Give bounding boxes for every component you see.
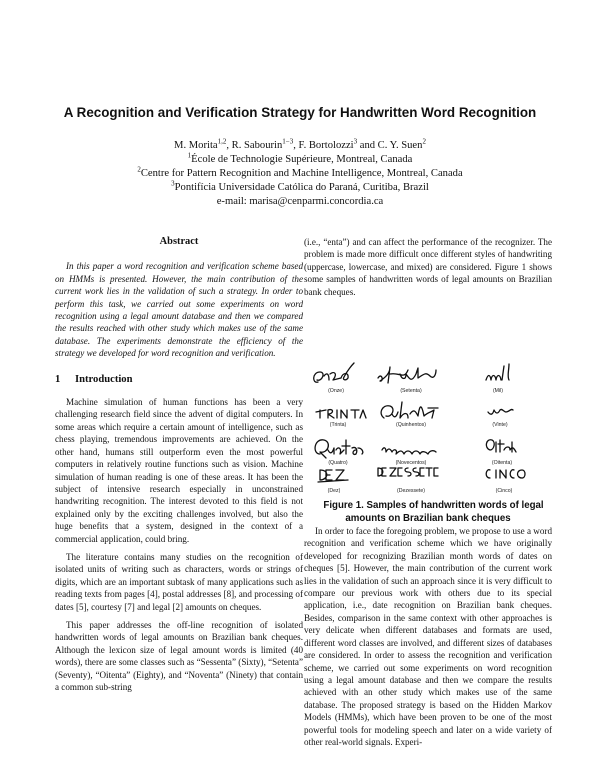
- author-sabourin: , R. Sabourin: [226, 140, 283, 151]
- affiliation-3: $^3$Pontifícia Universidade Católica do Paraná, Curitiba, Brazil: [171, 179, 429, 193]
- affiliation-2: $^2$Centre for Pattern Recognition and Machine Intelligence, Montreal, Canada: [137, 165, 463, 179]
- right-column: [304, 236, 552, 748]
- sample-label: (Quatro): [328, 460, 348, 467]
- author-morita: M. Morita: [174, 140, 218, 151]
- author-email: e-mail: marisa@cenparmi.concordia.ca: [216, 196, 384, 207]
- sample-label: (Oitenta): [491, 460, 513, 467]
- sample-label: (Vinte): [492, 422, 508, 429]
- affiliation-1: $^1$École de Technologie Supérieure, Montreal, Canada: [187, 151, 413, 165]
- affil-mark: 2: [422, 137, 426, 146]
- paragraph: (i.e., “enta”) and can affect the performance of the recognizer. The problem is made more difficult once different styles of handwriting (uppercase, lowercase, and mixed) are considered. Figure 1 shows some samples of handwritten words of legal amounts on Brazilian bank cheques.: [304, 237, 552, 297]
- figure-1: [304, 304, 552, 500]
- sample-onze: [314, 363, 354, 394]
- sample-cinco: [486, 470, 525, 494]
- sample-label: (Trinta): [329, 422, 347, 429]
- sample-oitenta: [486, 440, 516, 466]
- sample-mil: [486, 364, 509, 394]
- sample-label: (Setenta): [400, 388, 422, 395]
- sample-vinte: [488, 409, 513, 428]
- section-heading-introduction: 1 Introduction: [55, 373, 133, 385]
- affil-mark: 1,2: [217, 137, 227, 146]
- paragraph: Machine simulation of human functions has been a very challenging research field since the advent of digital computers. In some areas which require a certain amount of intelligence, such as chess playing, tremendous improvements are achieved. On the other hand, humans still outperform even the most powerful computers in relatively routine functions such as vision. Machine simulation of human reading is one of these areas. It has been the subject of intensive research especially in unconstrained handwriting recognition. The interest devoted to this field is not explained only by the exciting challenges involved, but also the huge benefits that a system, designed in the context of a commercial application, could bring.: [55, 397, 303, 544]
- sample-label: (Dezessete): [397, 488, 425, 495]
- affil-mark: 3: [353, 137, 358, 146]
- sample-label: (Quinhentos): [396, 422, 426, 429]
- author-block: [0, 139, 600, 209]
- abstract-text: In this paper a word recognition and verification scheme based on HMMs is presented. However, the main contribution of the current work lies in the validation of such a strategy. In order to perform this task, we carried out some experiments on word recognition using a legal amount database and then we compared the results reached with other study which makes use of the same database. The experiments demonstrate the efficiency of the strategy we developed for word recognition and verification.: [55, 261, 303, 359]
- sample-dezessete: [378, 468, 438, 494]
- figure-caption: Figure 1. Samples of handwritten words of legal amounts on Brazilian bank cheques: [323, 500, 544, 524]
- sample-label: (Novecentos): [395, 460, 427, 467]
- sample-quinhentos: [381, 402, 438, 428]
- sample-label: (Cinco): [495, 488, 513, 495]
- abstract-heading: Abstract: [159, 236, 199, 247]
- author-line: [0, 139, 600, 153]
- sample-label: (Onze): [328, 388, 344, 395]
- author-bortolozzi: , F. Bortolozzi: [293, 140, 354, 151]
- author-suen: and C. Y. Suen: [357, 140, 423, 151]
- handwriting-samples: [304, 304, 552, 500]
- paper-title: A Recognition and Verification Strategy for Handwritten Word Recognition: [63, 105, 537, 120]
- affil-mark: 1−3: [282, 137, 294, 146]
- paragraph: The literature contains many studies on the recognition of isolated units of writing such as characters, words or strings of digits, which are an important subtask of many applications such as reading texts from pages [4], postal addresses [8], and processing of dates [5], courtesy [7] and legal [2] amounts on cheques.: [55, 551, 303, 612]
- sample-label: (Mil): [492, 388, 504, 395]
- left-column: [55, 236, 303, 693]
- sample-dez: [318, 470, 348, 494]
- sample-novecentos: [382, 448, 436, 466]
- sample-setenta: [378, 367, 436, 394]
- paragraph: In order to face the foregoing problem, we propose to use a word recognition and verification scheme which we have originally developed for recognizing Brazilian month words of dates on cheques [5]. However, the main contribution of the current work lies in the validation of such an approach since it is very difficult to compare our previous work with others due to its special application, i.e., date recognition on Brazilian bank cheques. Besides, comparison in the same context with other approaches is very delicate when different databases and formats are used, different word classes are involved, and different sizes of databases are considered. In order to assess the recognition and verification scheme, we carried out some experiments on word recognition using a legal amount database and then we compare the results achieved with an other study which makes use of the same database. The proposed strategy is based on the Hidden Markov Models (HMMs), which have been proven to be one of the most powerful tools for modeling speech and later on a wide variety of other real-world signals. Experi-: [304, 526, 552, 747]
- paragraph: This paper addresses the off-line recognition of isolated handwritten words of legal amounts on Brazilian bank cheques. Although the lexicon size of legal amount words is limited (40 words), there are some classes such as “Sessenta” (Sixty), “Setenta” (Seventy), “Oitenta” (Eighty), and “Noventa” (Ninety) that contain a common sub-string: [55, 619, 303, 692]
- sample-trinta: [316, 410, 366, 428]
- sample-quatro: [315, 440, 363, 466]
- sample-label: (Dez): [327, 488, 341, 495]
